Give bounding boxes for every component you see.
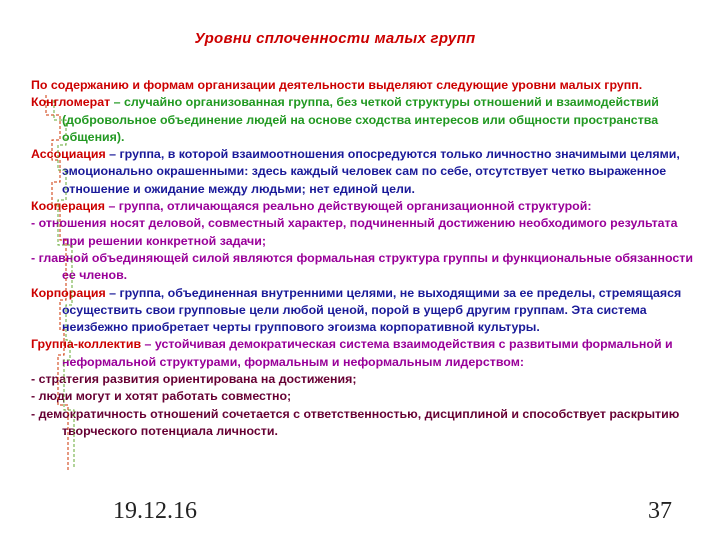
slide-title: Уровни сплоченности малых групп <box>194 30 476 47</box>
corporation-term: Корпорация <box>31 285 106 300</box>
intro-paragraph <box>31 77 696 94</box>
association-text: – группа, в которой взаимоотношения опосредуются только личностно значимыми целями, эмоционально окрашенными: здесь каждый человек сам по себе, отсутствует четко выраженное отношение и ожидание между людьми; нет единой цели. <box>62 147 680 196</box>
corporation-text: – группа, объединенная внутренними целями, не выходящими за ее пределы, стремящаяся осуществить свои групповые цели любой ценой, порой в ущерб другим группам. Эта система неизбежно приобретает черты группового эгоизма корпоративной культуры. <box>62 285 682 335</box>
collective-bullet-2-text: - люди могут и хотят работать совместно; <box>31 389 292 404</box>
collective-bullet-3 <box>31 406 696 441</box>
slide-body <box>31 77 696 440</box>
intro-text: По содержанию и формам организации деятельности выделяют следующие уровни малых групп. <box>31 78 643 92</box>
conglomerate-term: Конгломерат <box>31 95 111 110</box>
association-term: Ассоциация <box>31 147 106 162</box>
collective-paragraph <box>31 336 696 371</box>
collective-text: – устойчивая демократическая система взаимодействия с развитыми формальной и неформальной структурами, формальным и неформальным лидерством: <box>62 337 673 369</box>
association-paragraph <box>31 146 696 198</box>
collective-bullet-1-text: - стратегия развития ориентирована на достижения; <box>31 372 357 387</box>
collective-bullet-2 <box>31 388 696 405</box>
cooperation-bullet-2-text: - главной объединяющей силой являются формальная структура группы и функциональные обязанности ее членов. <box>31 250 693 283</box>
conglomerate-text: – случайно организованная группа, без четкой структуры отношений и взаимодействий (добровольное объединение людей на основе сходства интересов или общности пространства общения). <box>62 95 659 144</box>
collective-term: Группа-коллектив <box>31 337 142 352</box>
cooperation-term: Кооперация <box>31 199 105 214</box>
cooperation-bullet-1 <box>31 215 696 250</box>
collective-bullet-1 <box>31 371 696 388</box>
corporation-paragraph <box>31 285 696 337</box>
collective-bullet-3-text: - демократичность отношений сочетается с ответственностью, дисциплиной и способствует раскрытию творческого потенциала личности. <box>31 406 680 438</box>
footer-date: 19.12.16 <box>113 498 197 524</box>
cooperation-bullet-1-text: - отношения носят деловой, совместный характер, подчиненный достижению необходимого результата при решении конкретной задачи; <box>31 216 678 248</box>
page-number: 37 <box>648 498 672 524</box>
cooperation-bullet-2 <box>31 250 696 285</box>
cooperation-text: – группа, отличающаяся реально действующей организационной структурой: <box>105 199 592 214</box>
conglomerate-paragraph <box>31 94 696 146</box>
cooperation-paragraph <box>31 198 696 215</box>
